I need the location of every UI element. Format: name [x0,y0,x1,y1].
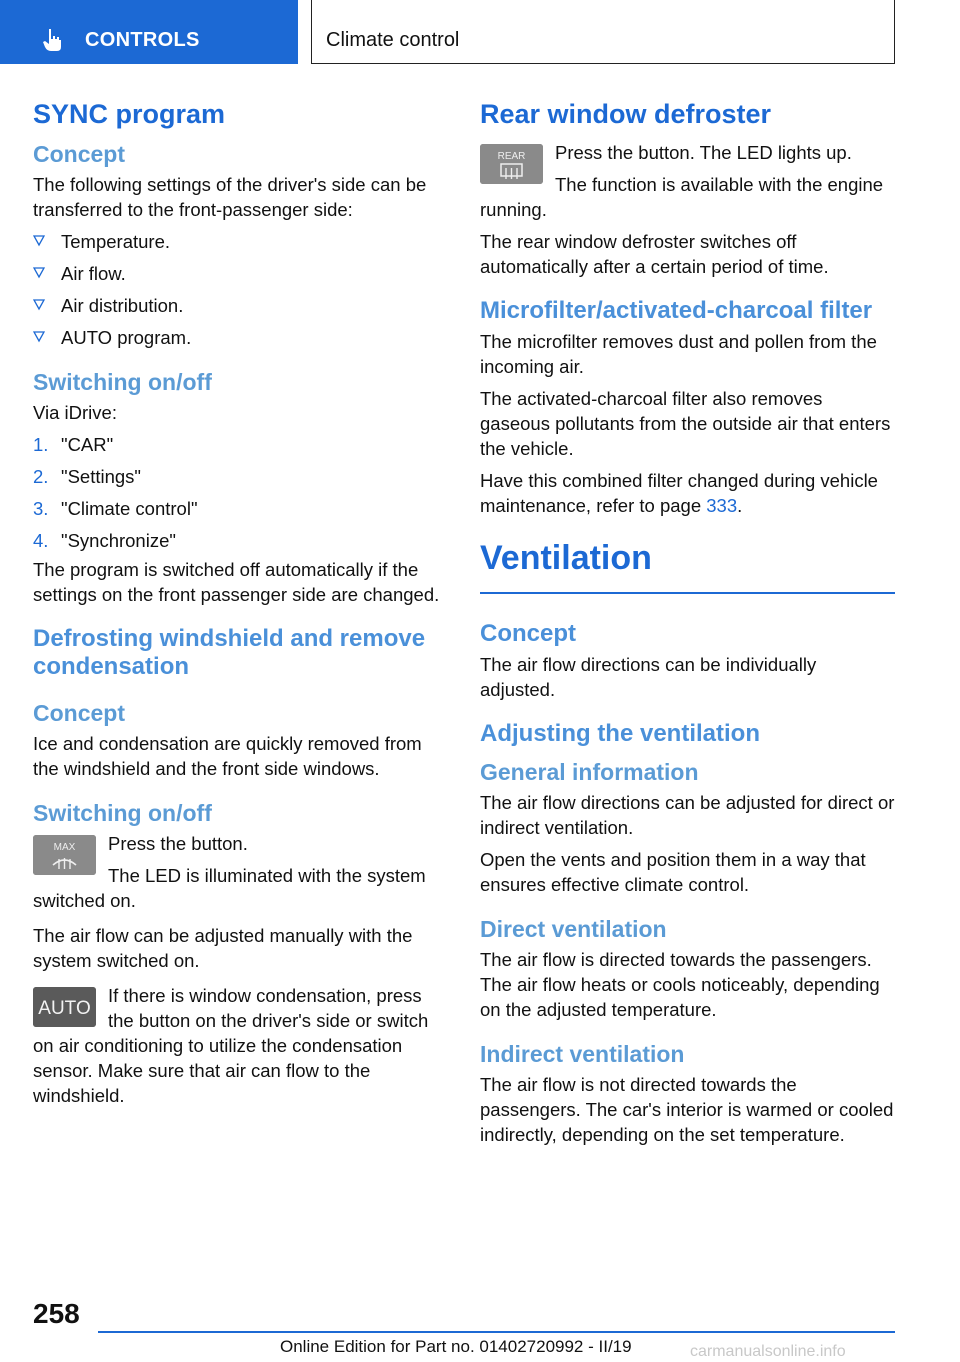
idrive-steps [33,432,443,553]
defrost-heading: Defrosting windshield and remove condensation [33,625,426,680]
filter-maintenance-text: Have this combined filter changed during vehicle maintenance, refer to page 333. [480,470,878,516]
footer-rule [98,1331,895,1333]
switching-heading: Switching on/off [33,369,212,395]
filter-heading: Microfilter/activated-charcoal filter [480,297,873,324]
list-item: Air distribution. [33,293,443,318]
windshield-defrost-icon [33,835,96,875]
max-instruction: Press the button. [108,833,248,854]
rear-engine-note: The function is available with the engine running. [480,174,884,220]
max-button-paragraph [33,831,443,913]
ventilation-heading: Ventilation [480,539,652,577]
direct-ventilation-text: The air flow is directed towards the passengers. The air flow heats or cools noticeably, depending on the adjusted temperature. [480,948,880,1020]
concept-heading: Concept [480,619,576,647]
svg-text:MAX: MAX [53,842,76,853]
switching-heading: Switching on/off [33,800,212,826]
auto-instruction: If there is window condensation, press the button on the driver's side or switch on air conditioning to utilize the condensation sensor. Make sure that air can flow to the windshield. [33,985,429,1106]
rear-defroster-heading: Rear window defroster [480,99,772,129]
chapter-title: Climate control [326,29,460,51]
rear-button-paragraph [480,140,895,222]
list-item: AUTO program. [33,325,443,350]
vent-concept-text: The air flow directions can be individually adjusted. [480,653,817,700]
right-column [480,98,895,1154]
sync-program-heading: SYNC program [33,99,226,129]
concept-heading: Concept [33,141,125,167]
indirect-ventilation-heading: Indirect ventilation [480,1040,685,1067]
chapter-header [311,0,895,64]
watermark: carmanualsonline.info [690,1343,846,1360]
rear-window-defrost-icon [480,144,543,184]
left-column [33,98,443,1115]
idrive-intro: Via iDrive: [33,402,117,423]
page-number: 258 [33,1298,80,1329]
adjusting-heading: Adjusting the ventilation [480,719,760,747]
max-defrost-button-image [33,835,96,875]
general-info-heading: General information [480,758,699,785]
auto-icon [33,987,96,1027]
indirect-ventilation-text: The air flow is not directed towards the passengers. The car's interior is warmed or cooled indirectly, depending on the set temperature. [480,1073,894,1145]
auto-button-paragraph [33,983,443,1108]
sync-off-note: The program is switched off automatically if the settings on the front passenger side are changed. [33,559,440,605]
rear-defrost-button-image [480,144,543,184]
step-item: 2. "Settings" [33,466,141,487]
step-item: 1. "CAR" [33,434,114,455]
filter-text: The microfilter removes dust and pollen from the incoming air. [480,331,877,377]
list-item: Temperature. [33,229,443,254]
section-label: CONTROLS [85,29,200,51]
sync-settings-list [33,229,443,350]
triangle-bullet-icon [33,267,45,279]
rear-auto-off-note: The rear window defroster switches off automatically after a certain period of time. [480,231,829,277]
filter-text: The activated-charcoal filter also removes gaseous pollutants from the outside air that enters the vehicle. [480,388,891,459]
auto-button-image [33,987,96,1027]
edition-footer: Online Edition for Part no. 01402720992 - II/19 [280,1337,632,1356]
step-item: 4. "Synchronize" [33,530,176,551]
rear-instruction: Press the button. The LED lights up. [555,142,852,163]
hand-pointer-icon [40,27,66,53]
triangle-bullet-icon [33,299,45,311]
step-item: 3. "Climate control" [33,498,198,519]
list-item: Air flow. [33,261,443,286]
max-led-note: The LED is illuminated with the system switched on. [33,865,426,911]
svg-text:AUTO: AUTO [38,998,91,1019]
concept-text: The following settings of the driver's side can be transferred to the front-passenger side: [33,174,427,220]
general-text: Open the vents and position them in a way that ensures effective climate control. [480,848,866,895]
direct-ventilation-heading: Direct ventilation [480,915,667,942]
airflow-note: The air flow can be adjusted manually with the system switched on. [33,925,413,971]
triangle-bullet-icon [33,331,45,343]
triangle-bullet-icon [33,235,45,247]
page-reference-link[interactable]: 333 [706,495,738,516]
heading-rule [480,592,895,594]
svg-text:REAR: REAR [497,151,526,162]
defrost-concept-text: Ice and condensation are quickly removed from the windshield and the front side windows. [33,733,422,779]
concept-heading: Concept [33,700,125,726]
section-tab[interactable] [0,0,298,64]
general-text: The air flow directions can be adjusted for direct or indirect ventilation. [480,791,895,838]
